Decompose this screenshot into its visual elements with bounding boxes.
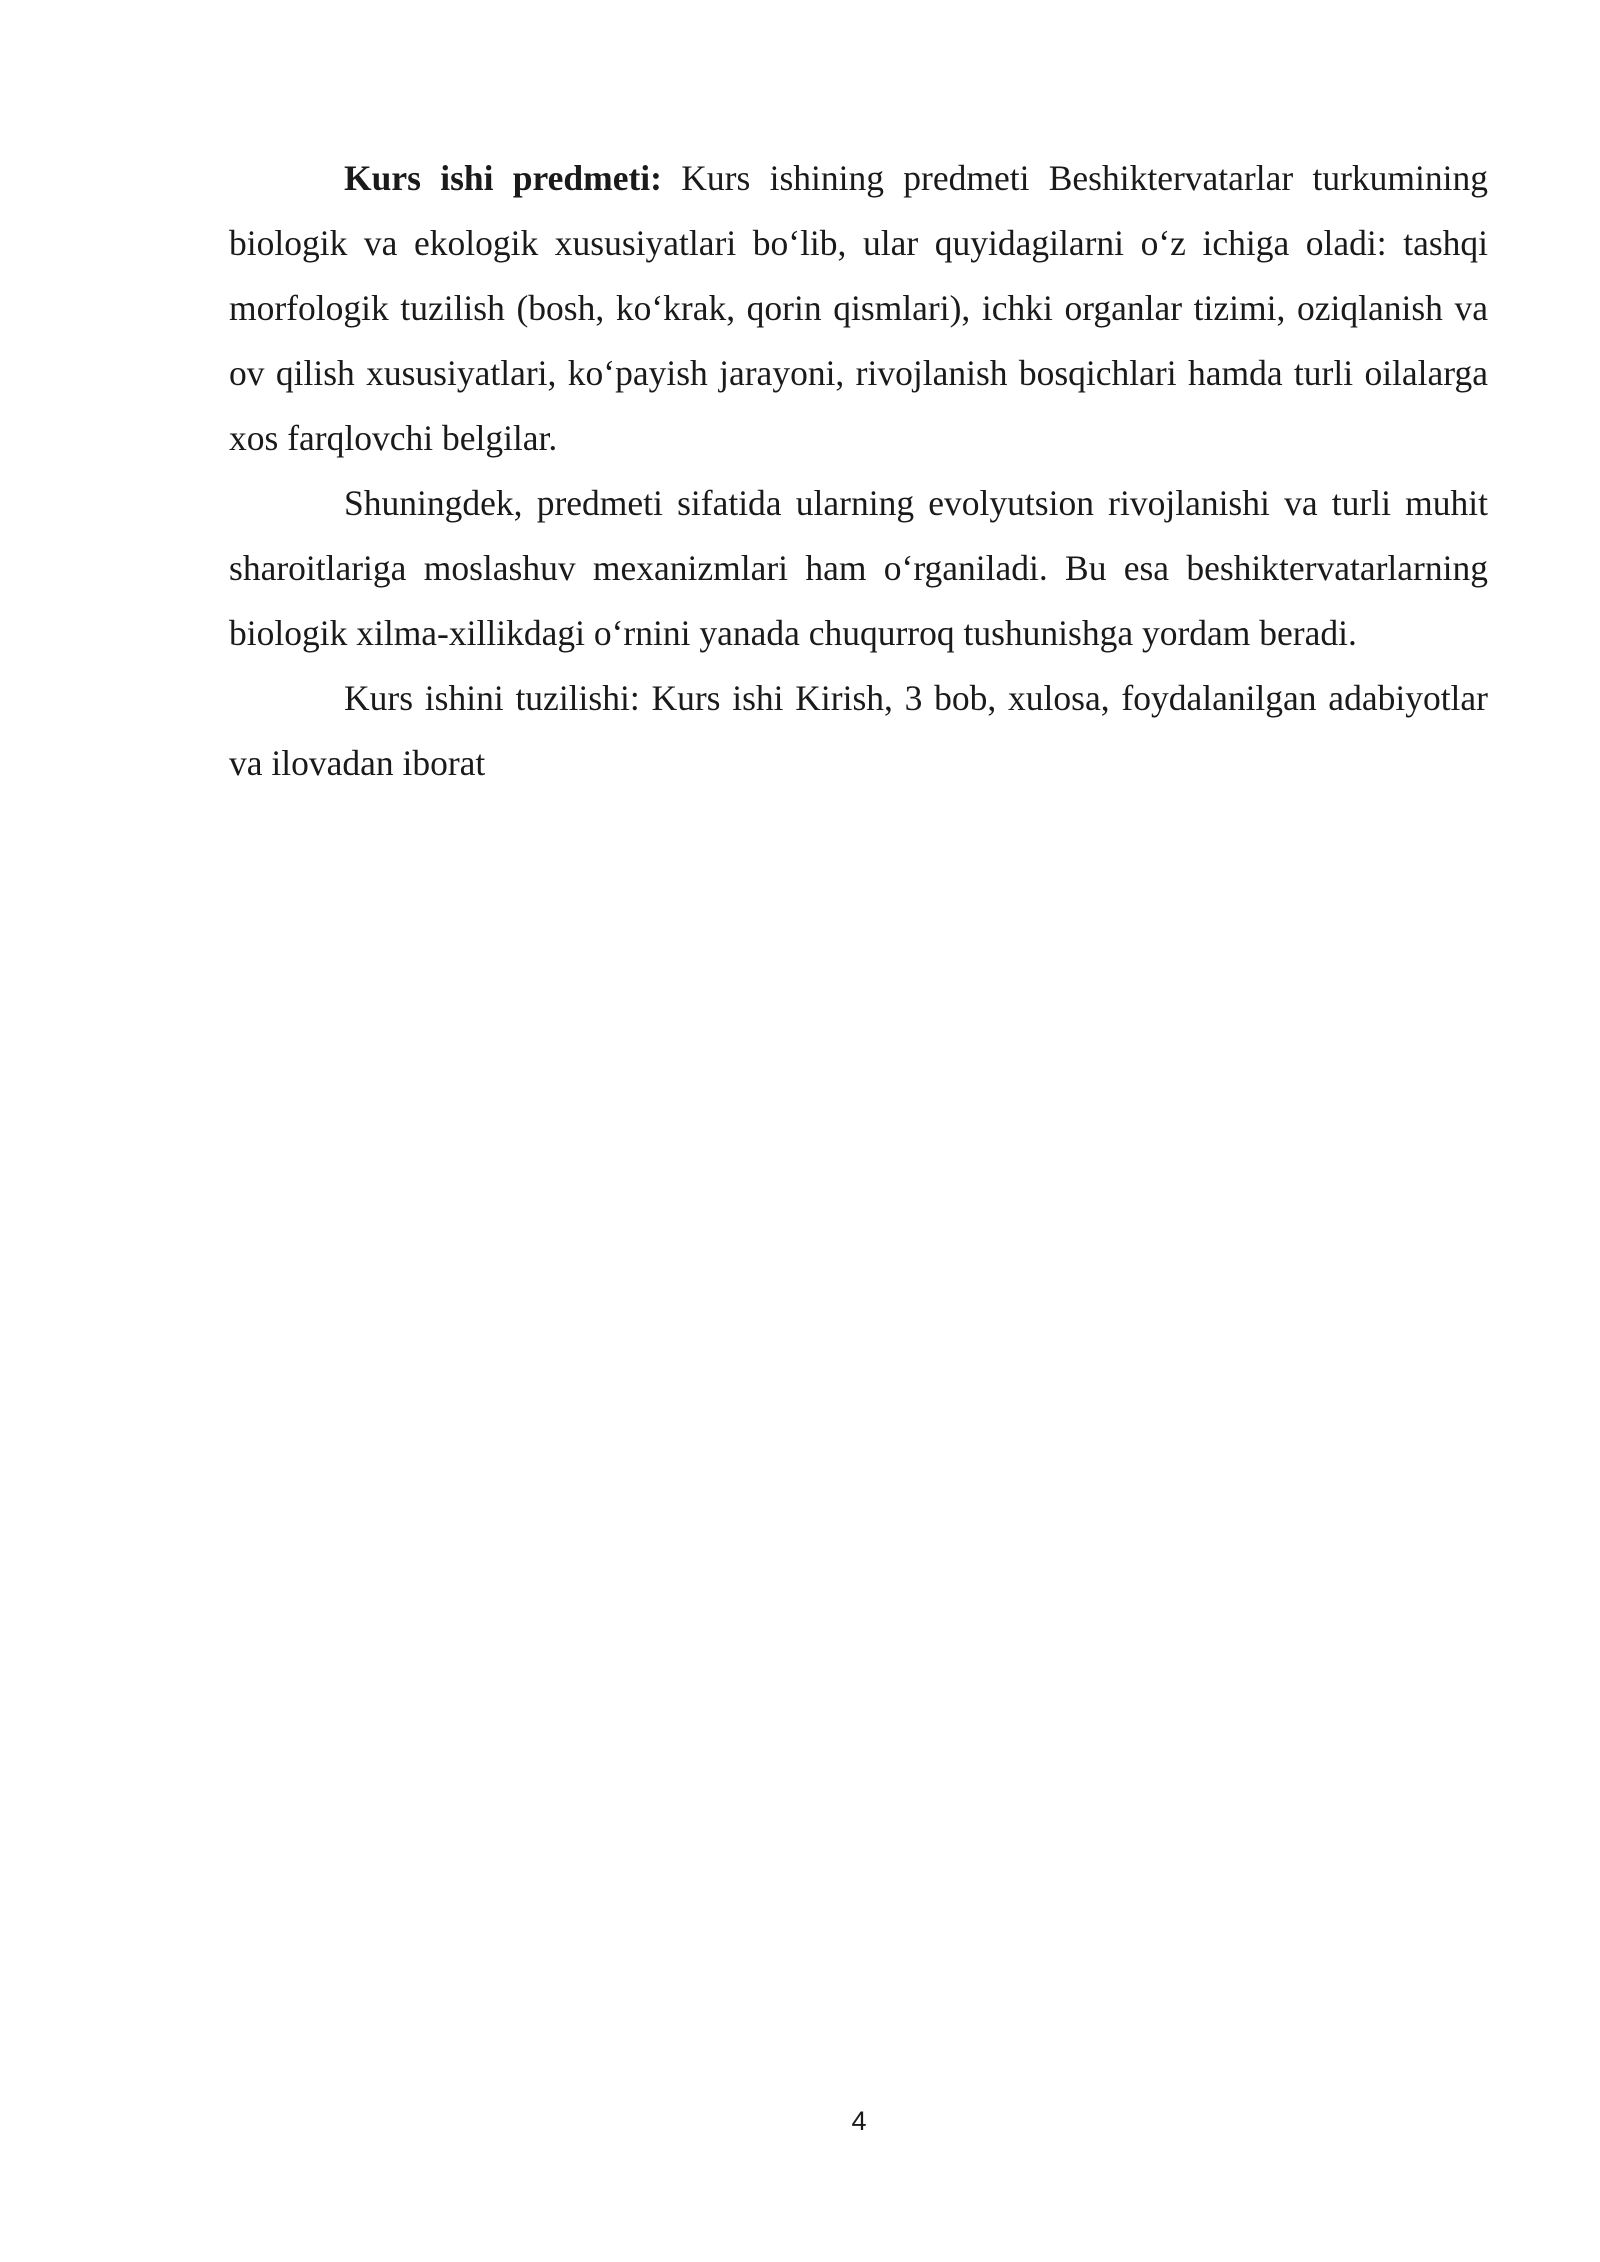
body-text [229,146,1488,796]
paragraph-structure: Kurs ishini tuzilishi: Kurs ishi Kirish, 3 bob, xulosa, foydalanilgan adabiyotlar va ilovadan iborat [229,678,1488,783]
paragraph-subject [229,146,1488,471]
subject-heading: Kurs ishi predmeti: [344,158,662,198]
paragraph-additional: Shuningdek, predmeti sifatida ularning evolyutsion rivojlanishi va turli muhit sharoitlariga moslashuv mexanizmlari ham o‘rganiladi. Bu esa beshiktervatarlarning biologik xilma-xillikdagi o‘rnini yanada chuqurroq tushunishga yordam beradi. [229,483,1488,653]
page-number: 4 [851,2106,867,2136]
subject-text: Kurs ishining predmeti Beshiktervatarlar turkumining biologik va ekologik xususiyatlari bo‘lib, ular quyidagilarni o‘z ichiga oladi: tashqi morfologik tuzilish (bosh, ko‘krak, qorin qismlari), ichki organlar tizimi, oziqlanish va ov qilish xususiyatlari, ko‘payish jarayoni, rivojlanish bosqichlari hamda turli oilalarga xos farqlovchi belgilar. [229,158,1488,458]
